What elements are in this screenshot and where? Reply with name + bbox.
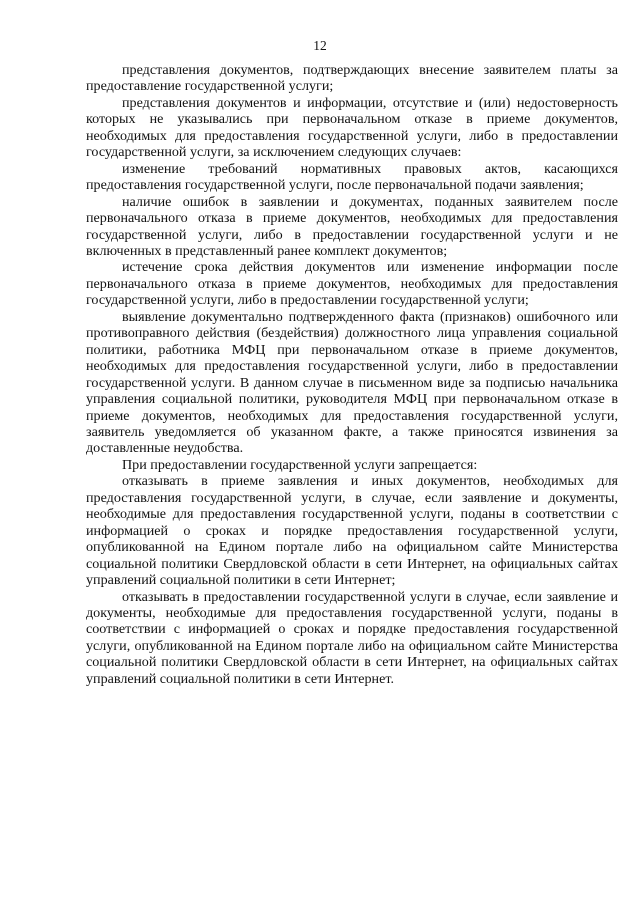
paragraph: истечение срока действия документов или изменение информации после первоначального отказа в приеме документов, необходимых для предоставления государственной услуги, либо в предоставлении государственной услуги; — [86, 259, 618, 309]
paragraph: При предоставлении государственной услуги запрещается: — [122, 456, 478, 473]
paragraph: наличие ошибок в заявлении и документах, поданных заявителем после первоначального отказа в приеме документов, необходимых для предоставления государственной услуги, либо в предоставлении государственной услуги и не включенных в представленный ранее комплект документов; — [86, 193, 618, 259]
paragraph: изменение требований нормативных правовых актов, касающихся предоставления государственной услуги, после первоначальной подачи заявления; — [86, 160, 618, 194]
paragraph: представления документов и информации, отсутствие и (или) недостоверность которых не указывались при первоначальном отказе в приеме документов, необходимых для предоставления государственной услуги, либо в предоставлении государственной услуги, за исключением следующих случаев: — [86, 94, 618, 161]
paragraph: отказывать в предоставлении государственной услуги в случае, если заявление и документы, необходимые для предоставления государственной услуги, поданы в соответствии с информацией о сроках и порядке предоставления государственной услуги, опубликованной на Едином портале либо на официальном сайте Министерства социальной политики Свердловской области в сети Интернет, на официальных сайтах управлений социальной политики в сети Интернет. — [86, 588, 618, 687]
document-body — [86, 62, 618, 687]
paragraph: отказывать в приеме заявления и иных документов, необходимых для предоставления государственной услуги, в случае, если заявление и документы, необходимые для предоставления государственной услуги, поданы в соответствии с информацией о сроках и порядке предоставления государственной услуги, опубликованной на Едином портале либо на официальном сайте Министерства социальной политики Свердловской области в сети Интернет, на официальных сайтах управлений социальной политики в сети Интернет; — [86, 473, 618, 589]
page-number: 12 — [313, 38, 327, 53]
paragraph: представления документов, подтверждающих внесение заявителем платы за предоставление государственной услуги; — [86, 62, 618, 95]
paragraph: выявление документально подтвержденного факта (признаков) ошибочного или противоправного действия (бездействия) должностного лица управления социальной политики, работника МФЦ при первоначальном отказе в приеме документов, необходимых для предоставления государственной услуги, либо в предоставлении государственной услуги. В данном случае в письменном виде за подписью начальника управления социальной политики, руководителя МФЦ при первоначальном отказе в приеме документов, необходимых для предоставления государственной услуги, заявитель уведомляется об указанном факте, а также приносятся извинения за доставленные неудобства. — [86, 308, 618, 457]
